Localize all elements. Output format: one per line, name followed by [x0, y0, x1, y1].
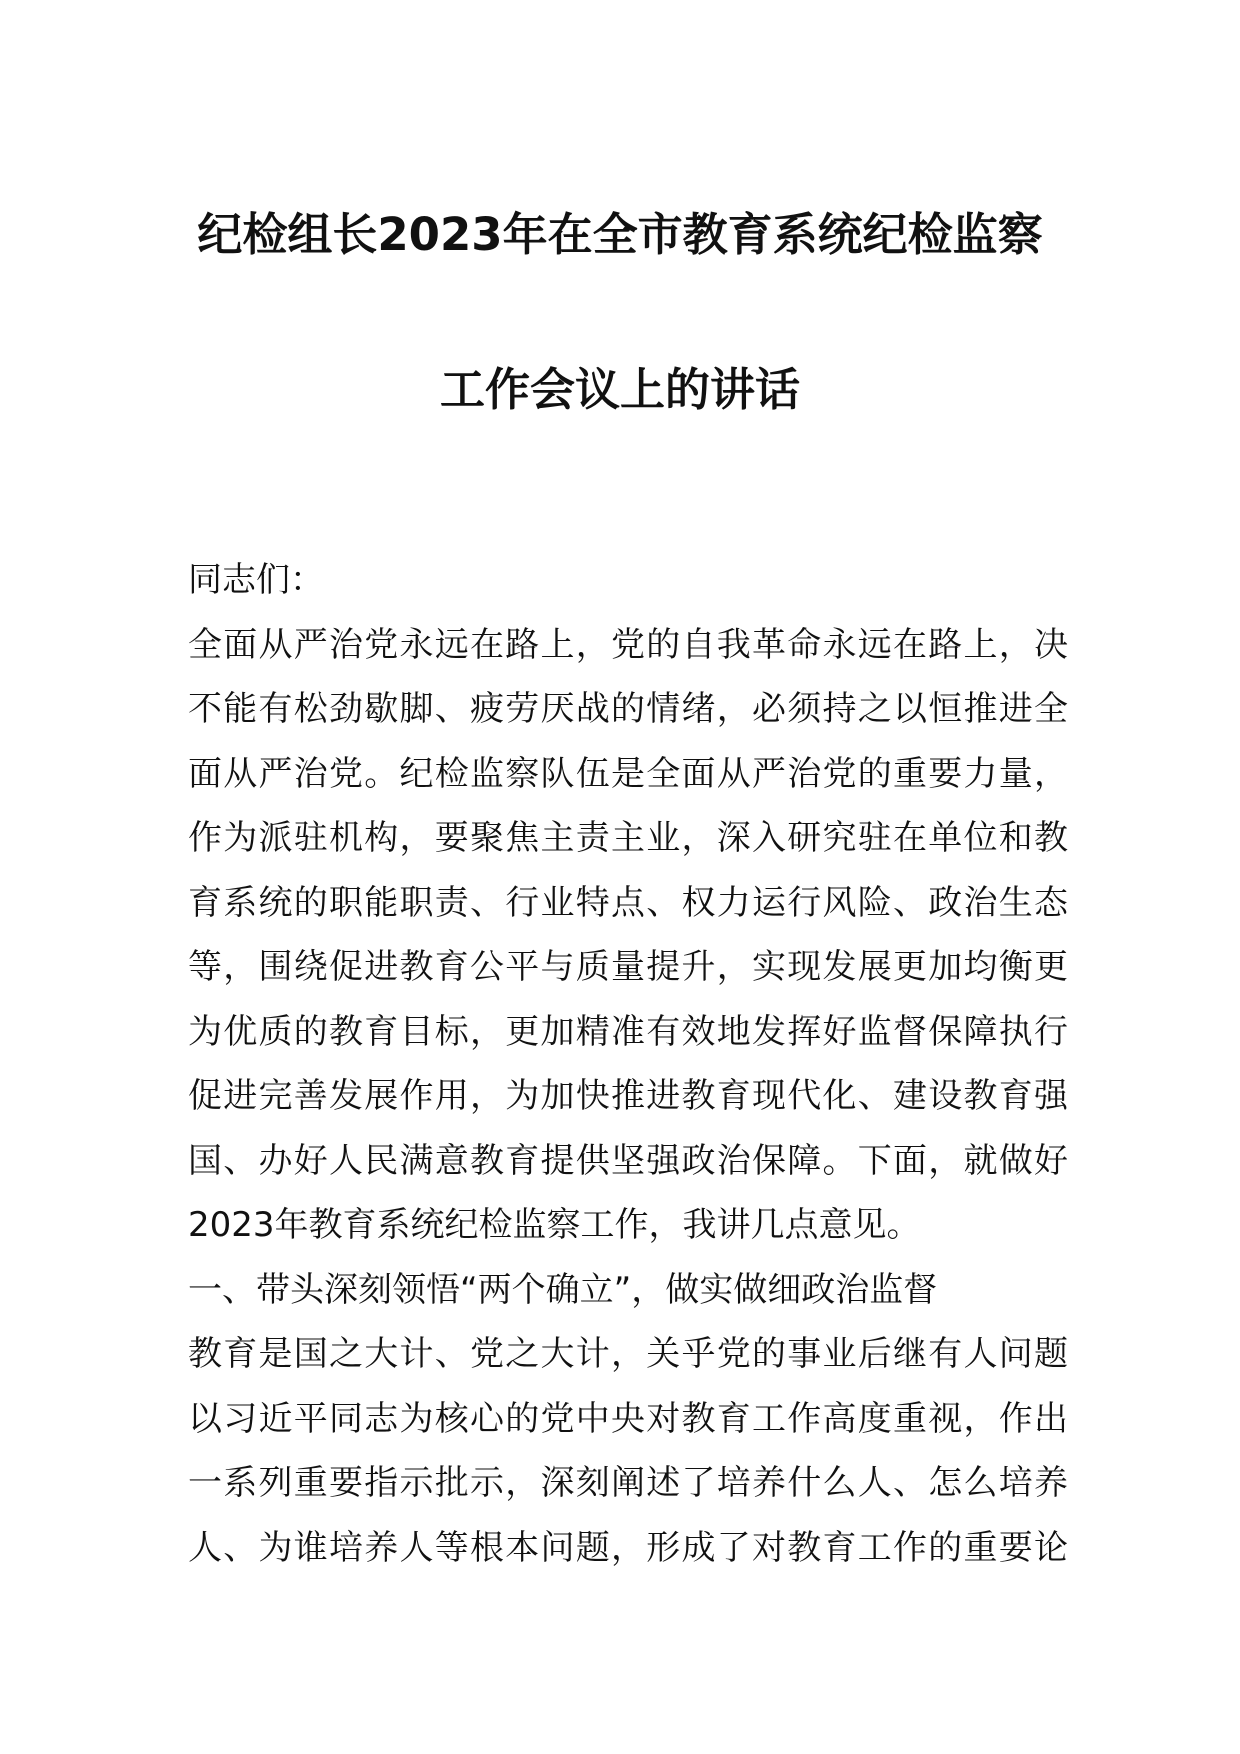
body-text-line: 教育是国之大计、党之大计，关乎党的事业后继有人问题: [188, 1334, 1068, 1374]
body-text-line: 为优质的教育目标，更加精准有效地发挥好监督保障执行: [188, 1011, 1068, 1052]
body-text-line: 一系列重要指示批示，深刻阐述了培养什么人、怎么培养: [188, 1463, 1068, 1503]
document-title-line-2: 工作会议上的讲话: [439, 363, 800, 416]
body-text-line: 人、为谁培养人等根本问题，形成了对教育工作的重要论: [188, 1527, 1068, 1568]
body-text-line: 作为派驻机构，要聚焦主责主业，深入研究驻在单位和教: [188, 818, 1068, 858]
body-text-line: 促进完善发展作用，为加快推进教育现代化、建设教育强: [188, 1076, 1068, 1116]
document-title-line-1: 纪检组长2023年在全市教育系统纪检监察: [197, 208, 1043, 261]
body-text-line: 不能有松劲歇脚、疲劳厌战的情绪，必须持之以恒推进全: [188, 689, 1068, 729]
body-text-line: 国、办好人民满意教育提供坚强政治保障。下面，就做好: [188, 1140, 1068, 1181]
body-text-line: 以习近平同志为核心的党中央对教育工作高度重视，作出: [188, 1398, 1068, 1439]
body-text-line: 育系统的职能职责、行业特点、权力运行风险、政治生态: [188, 882, 1068, 923]
body-text-line: 2023年教育系统纪检监察工作，我讲几点意见。: [188, 1205, 921, 1245]
body-text-line: 面从严治党。纪检监察队伍是全面从严治党的重要力量，: [188, 753, 1068, 794]
document-body: [188, 548, 1068, 1580]
body-text-line: 全面从严治党永远在路上，党的自我革命永远在路上，决: [188, 624, 1068, 665]
body-text-line: 同志们：: [188, 560, 324, 600]
body-text-line: 等，围绕促进教育公平与质量提升，实现发展更加均衡更: [188, 947, 1068, 987]
body-text-line: 一、带头深刻领悟“两个确立”，做实做细政治监督: [188, 1269, 938, 1310]
